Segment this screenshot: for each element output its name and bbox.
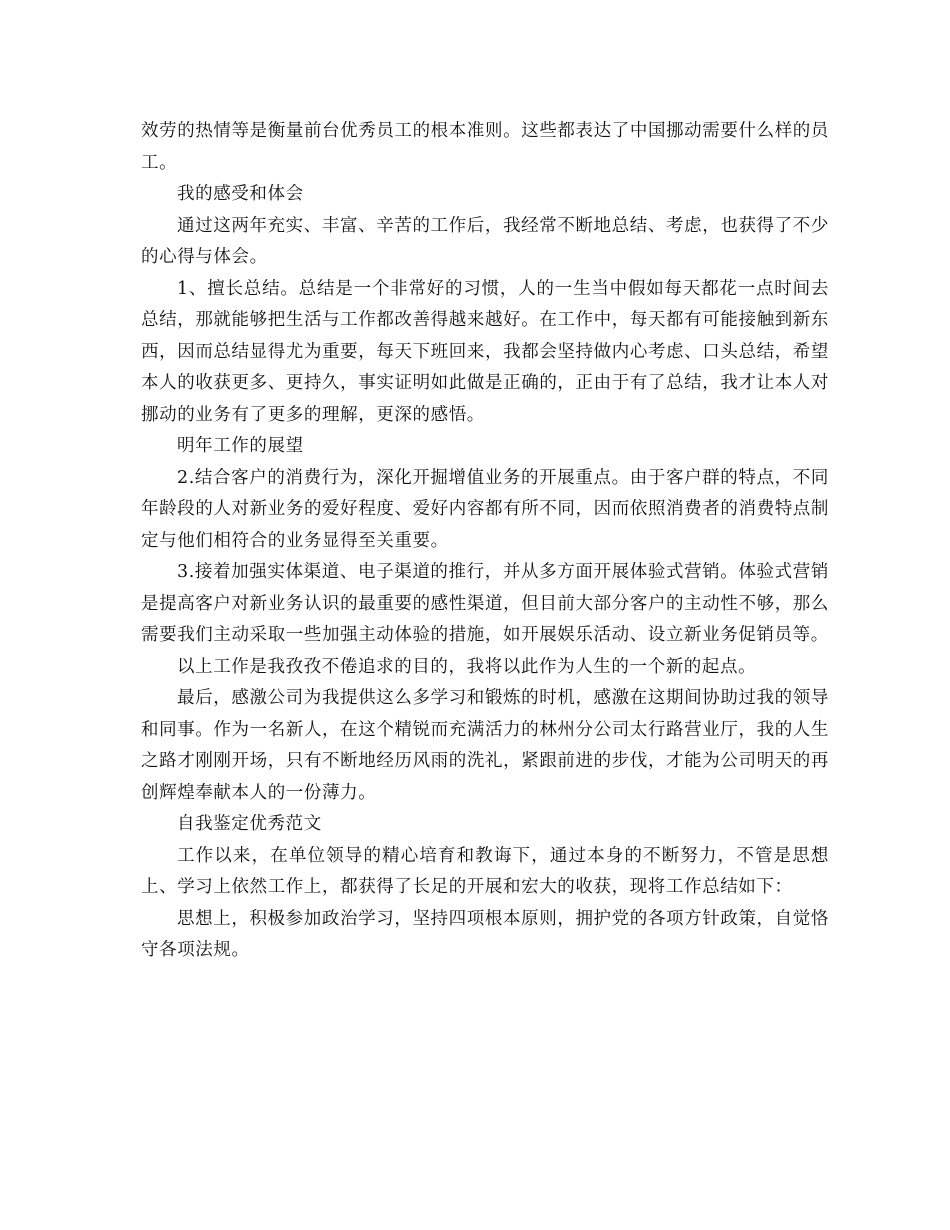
paragraph-experience: 通过这两年充实、丰富、辛苦的工作后，我经常不断地总结、考虑，也获得了不少的心得与体会。 xyxy=(141,215,829,267)
paragraph-ideology: 思想上，积极参加政治学习，坚持四项根本原则，拥护党的各项方针政策，自觉恪守各项法规。 xyxy=(141,908,829,960)
section-heading-self-evaluation: 自我鉴定优秀范文 xyxy=(177,814,322,834)
paragraph-summary-habit: 1、擅长总结。总结是一个非常好的习惯，人的一生当中假如每天都花一点时间去总结，那就能够把生活与工作都改善得越来越好。在工作中，每天都有可能接触到新东西，因而总结显得尤为重要，每天下班回来，我都会坚持做内心考虑、口头总结，希望本人的收获更多、更持久，事实证明如此做是正确的，正由于有了总结，我才让本人对挪动的业务有了更多的理解，更深的感悟。 xyxy=(141,278,829,425)
paragraph-goal: 以上工作是我孜孜不倦追求的目的，我将以此作为人生的一个新的起点。 xyxy=(177,656,757,677)
paragraph-intro: 效劳的热情等是衡量前台优秀员工的根本准则。这些都表达了中国挪动需要什么样的员工。 xyxy=(141,121,829,173)
paragraph-work-summary: 工作以来，在单位领导的精心培育和教诲下，通过本身的不断努力，不管是思想上、学习上依然工作上，都获得了长足的开展和宏大的收获，现将工作总结如下： xyxy=(141,845,829,897)
paragraph-plan-3: 3.接着加强实体渠道、电子渠道的推行，并从多方面开展体验式营销。体验式营销是提高客户对新业务认识的最重要的感性渠道，但目前大部分客户的主动性不够，那么需要我们主动采取一些加强主动体验的措施，如开展娱乐活动、设立新业务促销员等。 xyxy=(141,562,829,645)
document-body xyxy=(141,116,829,967)
paragraph-thanks: 最后，感激公司为我提供这么多学习和锻炼的时机，感激在这期间协助过我的领导和同事。作为一名新人，在这个精锐而充满活力的林州分公司太行路营业厅，我的人生之路才刚刚开场，只有不断地经历风雨的洗礼，紧跟前进的步伐，才能为公司明天的再创辉煌奉献本人的一份薄力。 xyxy=(141,688,829,803)
section-heading-outlook: 明年工作的展望 xyxy=(177,436,304,456)
paragraph-plan-2: 2.结合客户的消费行为，深化开掘增值业务的开展重点。由于客户群的特点，不同年龄段的人对新业务的爱好程度、爱好内容都有所不同，因而依照消费者的消费特点制定与他们相符合的业务显得至关重要。 xyxy=(141,467,829,551)
section-heading-feelings: 我的感受和体会 xyxy=(177,184,304,204)
